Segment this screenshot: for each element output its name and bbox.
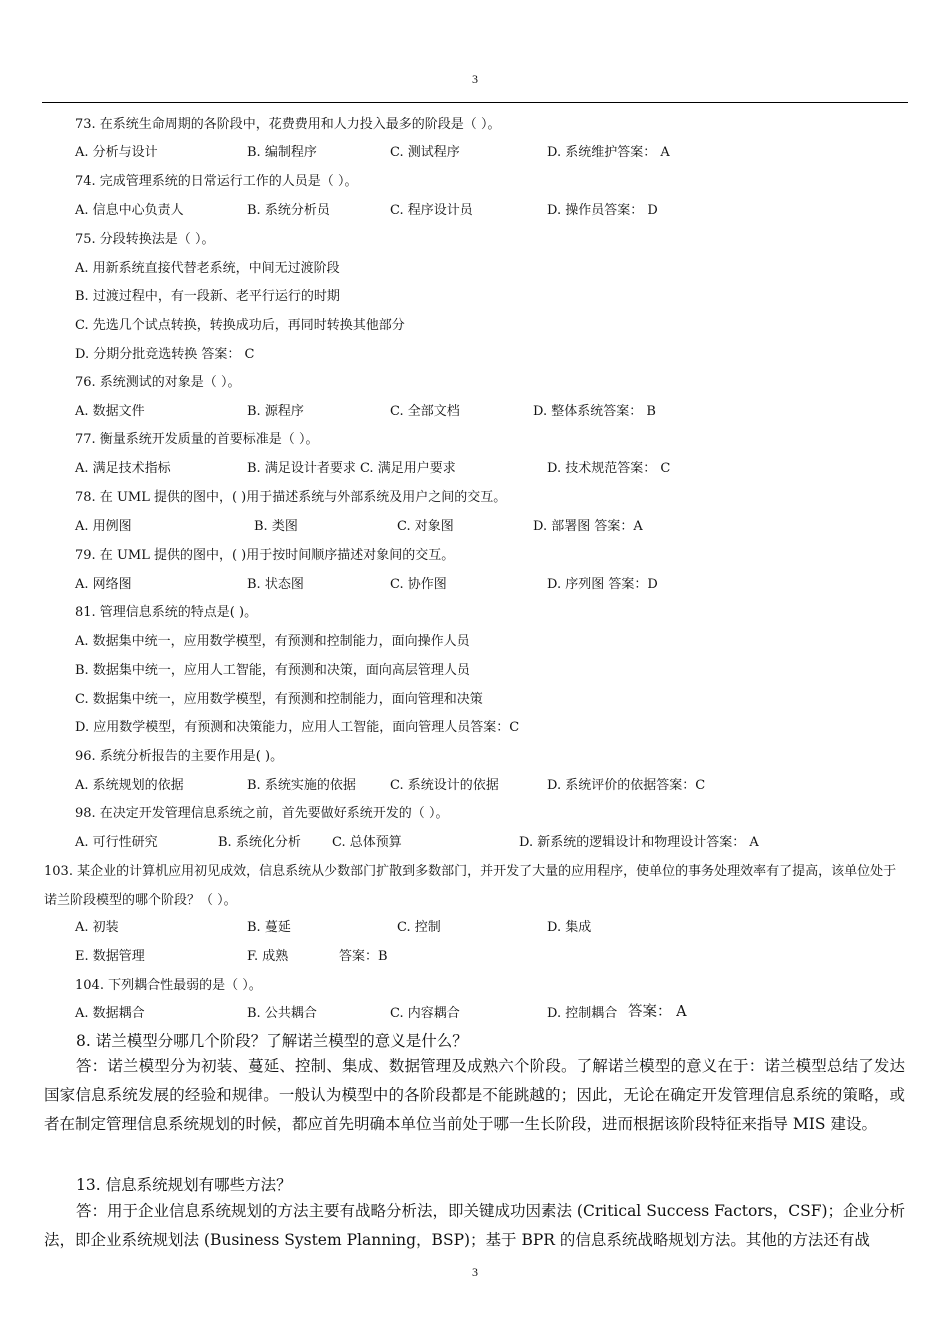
option: B. 系统化分析	[218, 835, 301, 850]
option: F. 成熟	[247, 949, 289, 964]
essay-answer-8	[44, 1052, 905, 1139]
option: D. 序列图 答案：D	[547, 577, 658, 592]
option: B. 满足设计者要求 C. 满足用户要求	[247, 461, 456, 476]
option: A. 网络图	[75, 577, 132, 592]
option: A. 用例图	[75, 519, 132, 534]
option: B. 源程序	[247, 404, 304, 419]
option: B. 系统分析员	[247, 203, 330, 218]
option: A. 数据耦合	[75, 1006, 145, 1021]
line-text: B. 数据集中统一，应用人工智能，有预测和决策，面向高层管理人员	[75, 663, 470, 678]
essay-answer-8-text: 答：诺兰模型分为初装、蔓延、控制、集成、数据管理及成熟六个阶段。了解诺兰模型的意义在于：诺兰模型总结了发达国家信息系统发展的经验和规律。一般认为模型中的各阶段都是不能跳越的；因此，无论在确定开发管理信息系统的策略，或者在制定管理信息系统规划的时候，都应首先明确本单位当前处于哪一生长阶段，进而根据该阶段特征来指导 MIS 建设。	[44, 1057, 905, 1133]
line-text: A. 用新系统直接代替老系统，中间无过渡阶段	[75, 261, 340, 276]
option: B. 状态图	[247, 577, 304, 592]
option: A. 初装	[75, 920, 119, 935]
line-text: 81. 管理信息系统的特点是( )。	[75, 605, 258, 620]
question-104-answer: 答案： A	[628, 1004, 687, 1020]
line-text: 77. 衡量系统开发质量的首要标准是（ ）。	[75, 432, 319, 447]
option: A. 分析与设计	[75, 145, 158, 160]
line-text: 78. 在 UML 提供的图中，( )用于描述系统与外部系统及用户之间的交互。	[75, 490, 507, 505]
option: D. 操作员答案： D	[547, 203, 658, 218]
option: A. 数据文件	[75, 404, 145, 419]
line-text: D. 分期分批竞选转换 答案： C	[75, 347, 255, 362]
essay-question-8: 8. 诺兰模型分哪几个阶段？了解诺兰模型的意义是什么？	[76, 1032, 468, 1050]
option: C. 控制	[397, 920, 441, 935]
option: C. 协作图	[390, 577, 447, 592]
option: D. 系统维护答案： A	[547, 145, 670, 160]
line-text: 74. 完成管理系统的日常运行工作的人员是（ ）。	[75, 174, 358, 189]
question-103: 103. 某企业的计算机应用初见成效，信息系统从少数部门扩散到多数部门，并开发了大量的应用程序，使单位的事务处理效率有了提高，该单位处于诺兰阶段模型的哪个阶段？（ ）。	[44, 864, 897, 908]
option: D. 技术规范答案： C	[547, 461, 671, 476]
essay-question-13: 13. 信息系统规划有哪些方法？	[76, 1176, 292, 1194]
line-text: 79. 在 UML 提供的图中，( )用于按时间顺序描述对象间的交互。	[75, 548, 455, 563]
option: B. 蔓延	[247, 920, 291, 935]
header-rule	[42, 102, 908, 103]
option: C. 内容耦合	[390, 1006, 460, 1021]
option: C. 测试程序	[390, 145, 460, 160]
option: B. 编制程序	[247, 145, 317, 160]
line-text: C. 数据集中统一，应用数学模型，有预测和控制能力，面向管理和决策	[75, 692, 483, 707]
option: D. 集成	[547, 920, 592, 935]
essay-answer-13	[44, 1197, 905, 1255]
option: B. 类图	[254, 519, 298, 534]
footer-page-number: 3	[472, 1265, 478, 1279]
line-text: B. 过渡过程中，有一段新、老平行运行的时期	[75, 289, 340, 304]
line-text: A. 数据集中统一，应用数学模型，有预测和控制能力，面向操作人员	[75, 634, 470, 649]
option: C. 总体预算	[332, 835, 402, 850]
option: D. 新系统的逻辑设计和物理设计答案： A	[519, 835, 759, 850]
option: D. 系统评价的依据答案：C	[547, 778, 706, 793]
option: A. 系统规划的依据	[75, 778, 184, 793]
header-page-number: 3	[472, 72, 478, 86]
line-text: 98. 在决定开发管理信息系统之前，首先要做好系统开发的（ ）。	[75, 806, 449, 821]
line-text: C. 先选几个试点转换，转换成功后，再同时转换其他部分	[75, 318, 405, 333]
option: C. 程序设计员	[390, 203, 473, 218]
option: 答案：B	[339, 949, 388, 964]
line-text: 76. 系统测试的对象是（ ）。	[75, 375, 241, 390]
line-text: 75. 分段转换法是（ ）。	[75, 232, 215, 247]
option: A. 满足技术指标	[75, 461, 171, 476]
question-104: 104. 下列耦合性最弱的是（ ）。	[75, 978, 262, 993]
option: B. 系统实施的依据	[247, 778, 356, 793]
option: A. 信息中心负责人	[75, 203, 184, 218]
line-text: 96. 系统分析报告的主要作用是( )。	[75, 749, 284, 764]
option: D. 整体系统答案： B	[533, 404, 656, 419]
option: D. 部署图 答案：A	[533, 519, 643, 534]
option: D. 控制耦合	[547, 1006, 618, 1021]
option: E. 数据管理	[75, 949, 145, 964]
option: C. 对象图	[397, 519, 454, 534]
option: C. 系统设计的依据	[390, 778, 499, 793]
option: C. 全部文档	[390, 404, 460, 419]
line-text: 73. 在系统生命周期的各阶段中，花费费用和人力投入最多的阶段是（ ）。	[75, 117, 501, 132]
option: B. 公共耦合	[247, 1006, 317, 1021]
line-text: D. 应用数学模型，有预测和决策能力，应用人工智能，面向管理人员答案：C	[75, 720, 520, 735]
essay-answer-13-text: 答：用于企业信息系统规划的方法主要有战略分析法，即关键成功因素法 (Critical Success Factors，CSF)；企业分析法，即企业系统规划法 (Business System Planning，BSP)；基于 BPR 的信息系统战略规划方法。其他的方法还有战	[44, 1202, 905, 1249]
option: A. 可行性研究	[75, 835, 158, 850]
